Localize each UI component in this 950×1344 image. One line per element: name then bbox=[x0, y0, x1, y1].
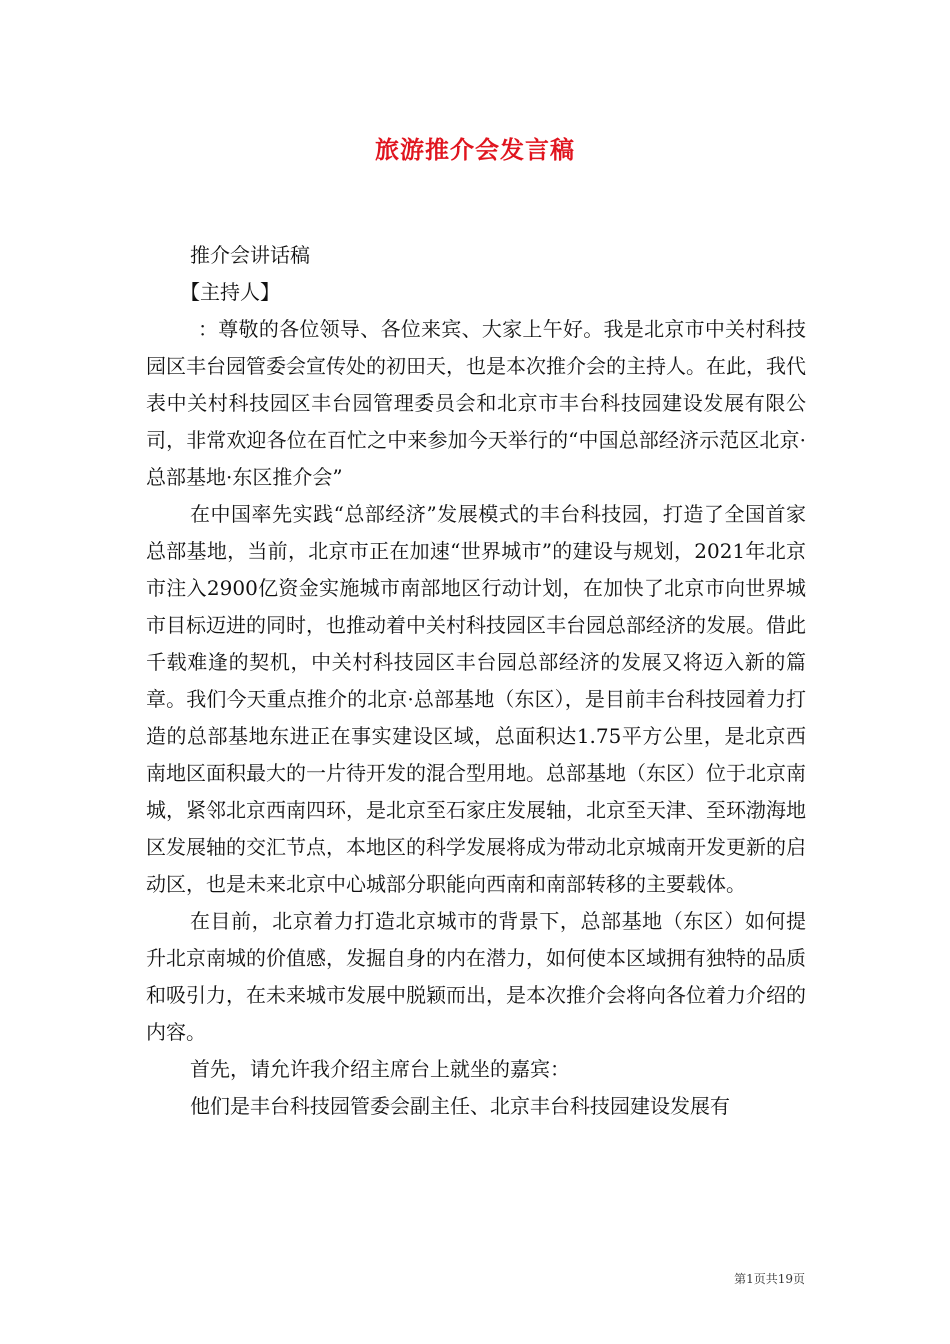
host-label: 【主持人】 bbox=[180, 280, 280, 304]
subtitle-paragraph: 推介会讲话稿 bbox=[190, 243, 310, 267]
document-body bbox=[146, 237, 806, 1125]
opening-paragraph: ：尊敬的各位领导、各位来宾、大家上午好。我是北京市中关村科技园区丰台园管委会宣传处的初田天，也是本次推介会的主持人。在此，我代表中关村科技园区丰台园管理委员会和北京市丰台科技园建设发展有限公司，非常欢迎各位在百忙之中来参加今天举行的“中国总部经济示范区北京·总部基地·东区推介会” bbox=[146, 317, 806, 489]
page-number: 第1页共19页 bbox=[734, 1272, 805, 1286]
guest-list-paragraph: 他们是丰台科技园管委会副主任、北京丰台科技园建设发展有 bbox=[190, 1094, 730, 1118]
purpose-paragraph: 在目前，北京着力打造北京城市的背景下，总部基地（东区）如何提升北京南城的价值感，发掘自身的内在潜力，如何使本区域拥有独特的品质和吸引力，在未来城市发展中脱颖而出，是本次推介会将向各位着力介绍的内容。 bbox=[146, 909, 806, 1044]
guest-intro-paragraph: 首先，请允许我介绍主席台上就坐的嘉宾： bbox=[190, 1057, 570, 1081]
background-paragraph: 在中国率先实践“总部经济”发展模式的丰台科技园，打造了全国首家总部基地，当前，北京市正在加速“世界城市”的建设与规划，2021年北京市注入2900亿资金实施城市南部地区行动计划，在加快了北京市向世界城市目标迈进的同时，也推动着中关村科技园区丰台园总部经济的发展。借此千载难逢的契机，中关村科技园区丰台园总部经济的发展又将迈入新的篇章。我们今天重点推介的北京·总部基地（东区），是目前丰台科技园着力打造的总部基地东进正在事实建设区域，总面积达1.75平方公里，是北京西南地区面积最大的一片待开发的混合型用地。总部基地（东区）位于北京南城，紧邻北京西南四环，是北京至石家庄发展轴，北京至天津、至环渤海地区发展轴的交汇节点，本地区的科学发展将成为带动北京城南开发更新的启动区，也是未来北京中心城部分职能向西南和南部转移的主要载体。 bbox=[146, 502, 806, 896]
document-title: 旅游推介会发言稿 bbox=[375, 135, 575, 164]
